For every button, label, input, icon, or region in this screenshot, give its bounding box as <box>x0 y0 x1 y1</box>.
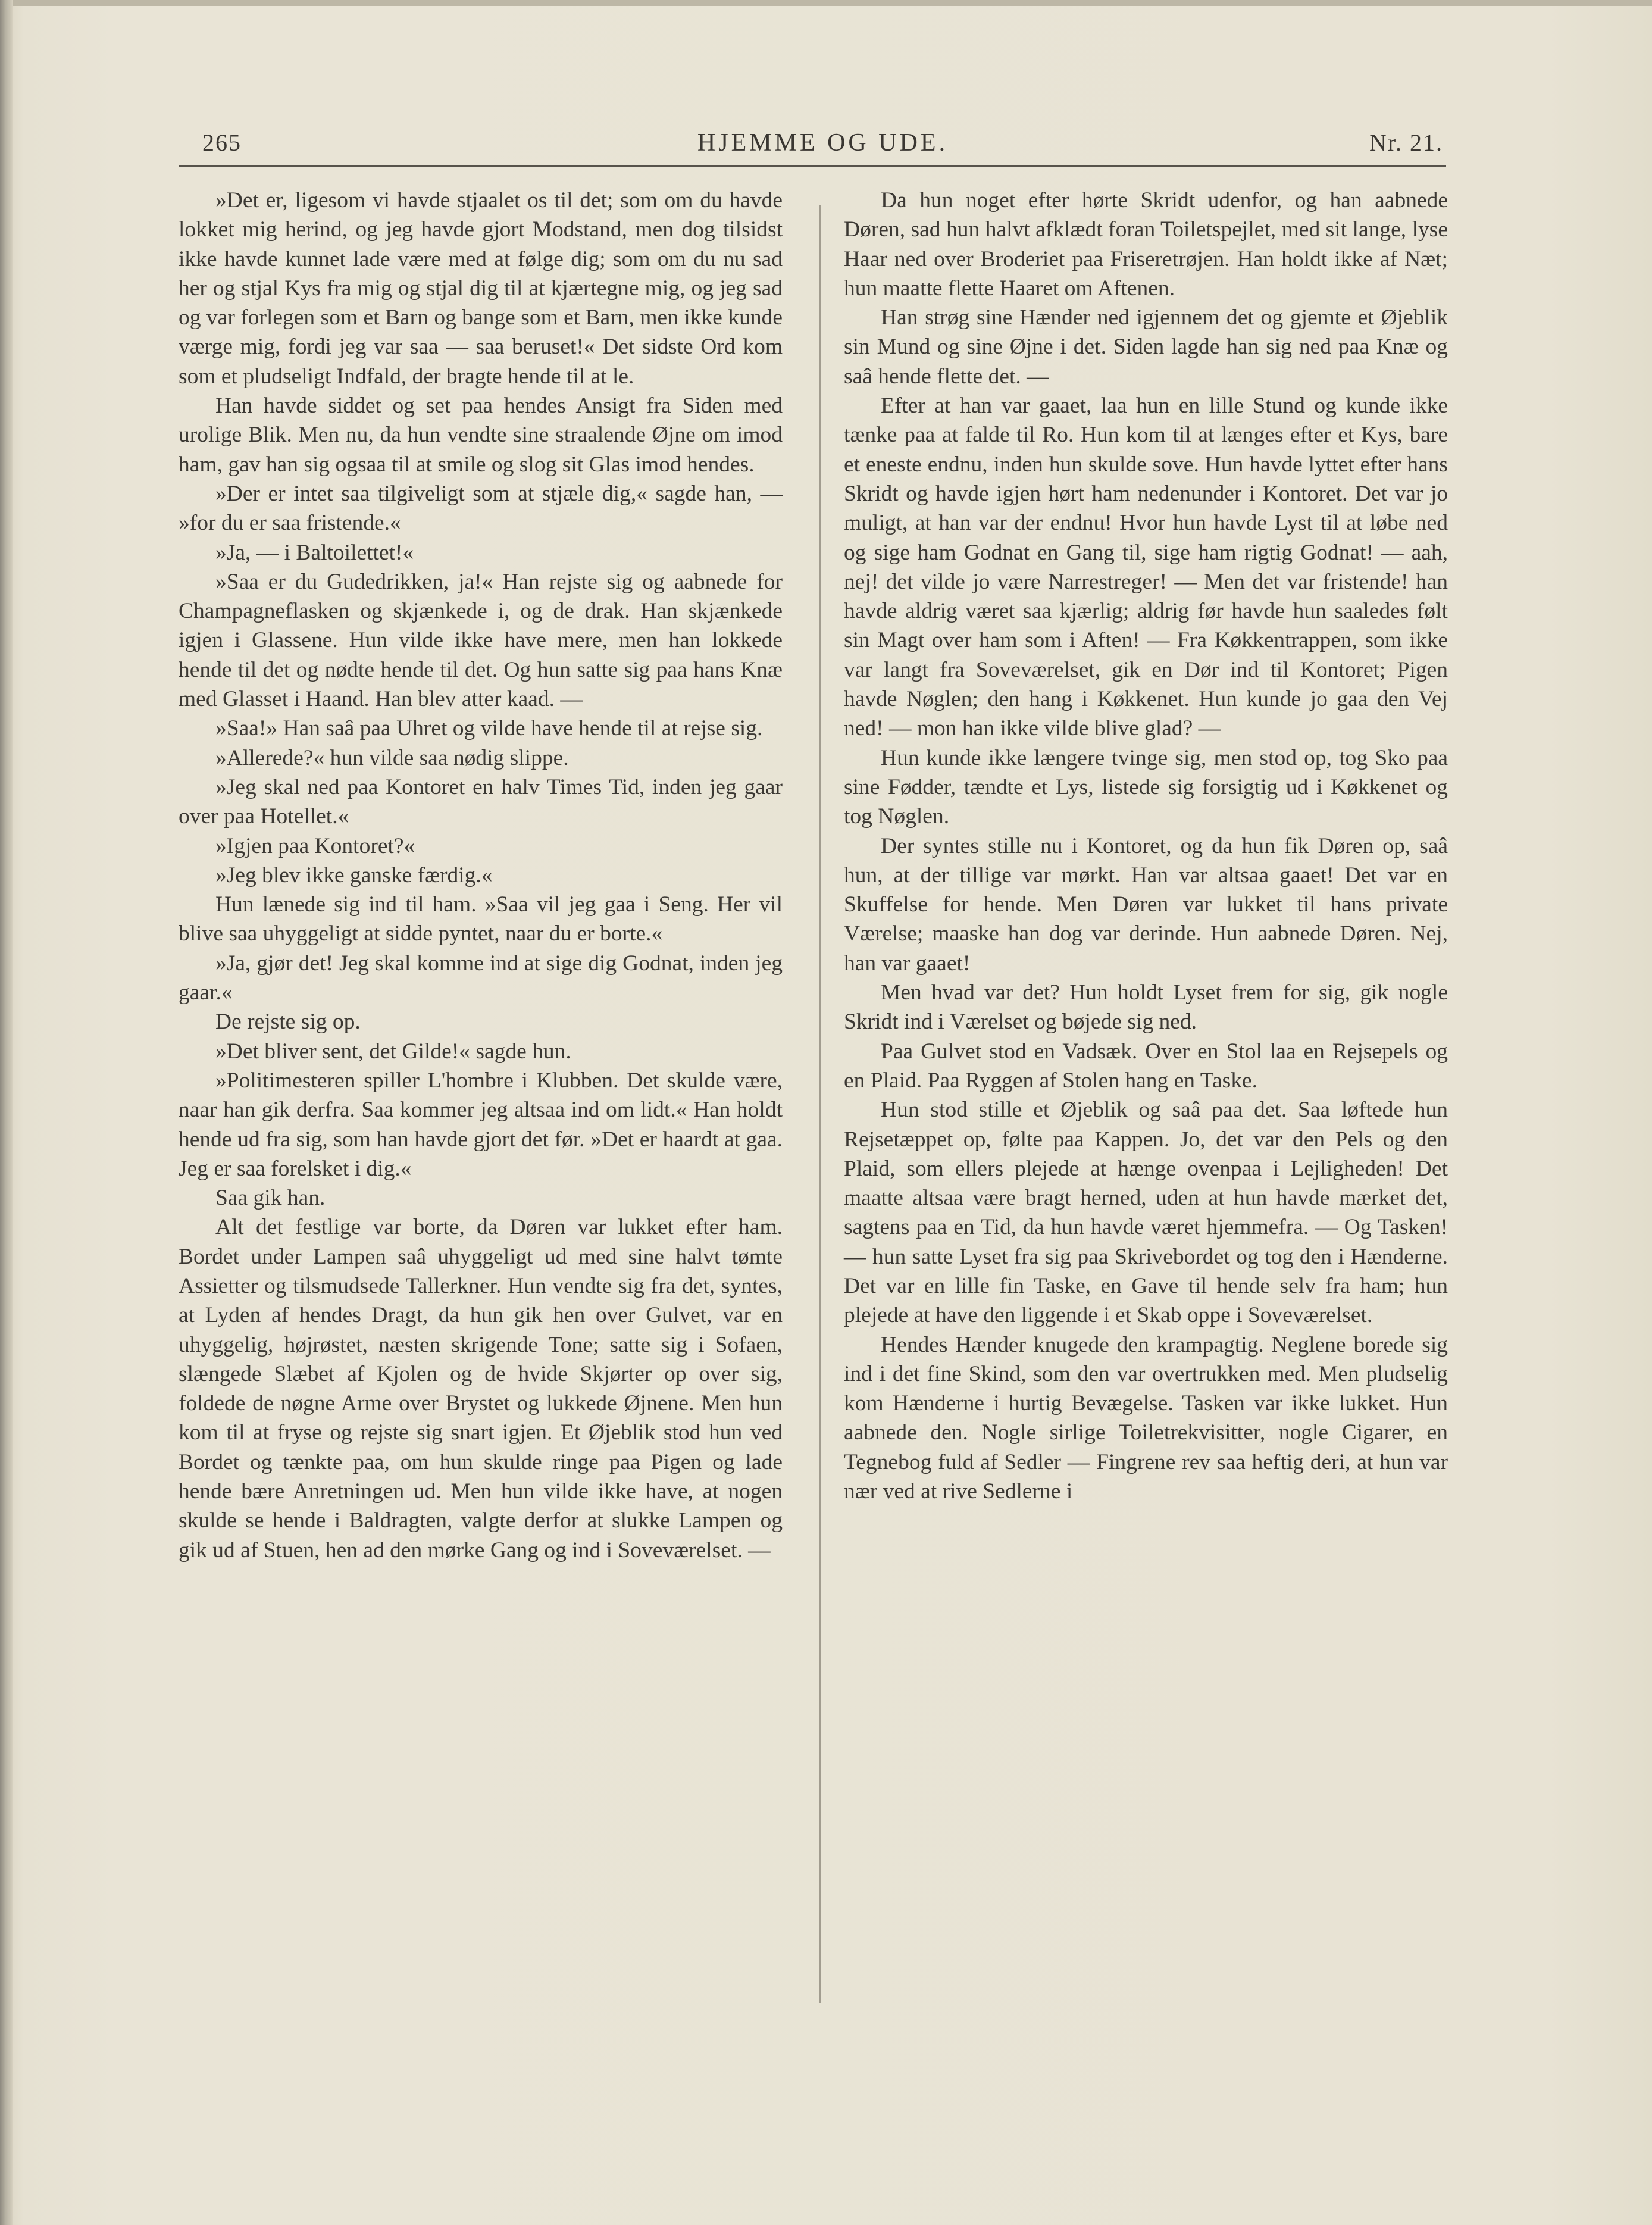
paragraph: Hun lænede sig ind til ham. »Saa vil jeg gaa i Seng. Her vil blive saa uhyggeligt at sidde pyntet, naar du er borte.« <box>179 892 783 946</box>
paragraph: Hendes Hænder knugede den krampagtig. Neglene borede sig ind i det fine Skind, som den var overtrukken med. Men pludselig kom Hænderne i hurtig Bevægelse. Tasken var ikke lukket. Hun aabnede den. Nogle sirlige Toiletrekvisitter, nogle Cigarer, en Tegnebog fuld af Sedler — Fingrene rev saa heftig deri, at hun var nær ved at rive Sedlerne i <box>844 1332 1448 1504</box>
page-number: 265 <box>202 129 242 156</box>
paragraph: »Igjen paa Kontoret?« <box>215 833 415 858</box>
paragraph: »Ja, gjør det! Jeg skal komme ind at sige dig Godnat, inden jeg gaar.« <box>179 951 783 1005</box>
paragraph: Hun kunde ikke længere tvinge sig, men stod op, tog Sko paa sine Fødder, tændte et Lys, listede sig forsigtig ud i Køkkenet og tog Nøglen. <box>844 745 1448 829</box>
paragraph: »Saa er du Gudedrikken, ja!« Han rejste sig og aabnede for Champagneflasken og skjænkede i, og de drak. Han skjænkede igjen i Glassene. Hun vilde ikke have mere, men han lokkede hende til det og nødte hende til det. Og hun satte sig paa hans Knæ med Glasset i Haand. Han blev atter kaad. — <box>179 569 783 712</box>
paragraph: »Det er, ligesom vi havde stjaalet os til det; som om du havde lokket mig herind, og jeg havde gjort Modstand, men dog tilsidst ikke havde kunnet lade være med at følge dig; som om du nu sad her og stjal Kys fra mig og stjal dig til at kjærtegne mig, og jeg sad og var forlegen som et Barn og bange som et Barn, men ikke kunde værge mig, fordi jeg var saa — saa beruset!« Det sidste Ord kom som et pludseligt Indfald, der bragte hende til at le. <box>179 188 783 389</box>
right-column <box>844 186 1448 1506</box>
paragraph: Han strøg sine Hænder ned igjennem det og gjemte et Øjeblik sin Mund og sine Øjne i det. Siden lagde han sig ned paa Knæ og saâ hende flette det. — <box>844 305 1448 389</box>
issue-number: Nr. 21. <box>1369 129 1443 156</box>
page-binding-edge <box>0 0 13 2225</box>
page-top-edge <box>0 0 1652 6</box>
running-header <box>202 122 1443 164</box>
paragraph: Han havde siddet og set paa hendes Ansigt fra Siden med urolige Blik. Men nu, da hun vendte sine straalende Øjne om imod ham, gav han sig ogsaa til at smile og slog sit Glas imod hendes. <box>179 393 783 477</box>
left-column <box>179 186 783 1565</box>
paragraph: »Jeg skal ned paa Kontoret en halv Times Tid, inden jeg gaar over paa Hotellet.« <box>179 774 783 829</box>
paragraph: »Ja, — i Baltoilettet!« <box>215 540 414 565</box>
paragraph: Alt det festlige var borte, da Døren var lukket efter ham. Bordet under Lampen saâ uhyggeligt ud med sine halvt tømte Assietter og tilsmudsede Tallerkner. Hun vendte sig fra det, syntes, at Lyden af hendes Dragt, da hun gik hen over Gulvet, var en uhyggelig, højrøstet, næsten skrigende Tone; satte sig i Sofaen, slængede Slæbet af Kjolen og de hvide Skjørter op over sig, foldede de nøgne Arme over Brystet og lukkede Øjnene. Men hun kom til at fryse og rejste sig snart igjen. Et Øjeblik stod hun ved Bordet og tænkte paa, om hun skulde ringe paa Pigen og lade hende bære Anretningen ud. Men hun vilde ikke have, at nogen skulde se hende i Baldragten, valgte derfor at slukke Lampen og gik ud af Stuen, hen ad den mørke Gang og ind i Soveværelset. — <box>179 1215 783 1562</box>
column-divider <box>819 205 821 2003</box>
paragraph: »Allerede?« hun vilde saa nødig slippe. <box>215 745 569 770</box>
paragraph: Efter at han var gaaet, laa hun en lille Stund og kunde ikke tænke paa at falde til Ro. Hun kom til at længes efter et Kys, bare et eneste endnu, inden hun skulde sove. Hun havde lyttet efter hans Skridt og havde igjen hørt ham nedenunder i Kontoret. Det var jo muligt, at han var der endnu! Hvor hun havde Lyst til at løbe ned og sige ham Godnat en Gang til, sige ham rigtig Godnat! — aah, nej! det vilde jo være Narrestreger! — Men det var fristende! han havde aldrig været saa kjærlig; aldrig før havde hun saaledes følt sin Magt over ham som i Aften! — Fra Køkkentrappen, som ikke var langt fra Soveværelset, gik en Dør ind til Kontoret; Pigen havde Nøglen; den hang i Køkkenet. Hun kunde jo gaa den Vej ned! — mon han ikke vilde blive glad? — <box>844 393 1448 741</box>
magazine-title: HJEMME OG UDE. <box>697 129 949 157</box>
paragraph: »Politimesteren spiller L'hombre i Klubben. Det skulde være, naar han gik derfra. Saa kommer jeg altsaa ind om lidt.« Han holdt hende ud fra sig, som han havde gjort det før. »Det er haardt at gaa. Jeg er saa forelsket i dig.« <box>179 1068 783 1181</box>
paragraph: Men hvad var det? Hun holdt Lyset frem for sig, gik nogle Skridt ind i Værelset og bøjede sig ned. <box>844 980 1448 1035</box>
paragraph: De rejste sig op. <box>215 1010 361 1035</box>
paragraph: »Det bliver sent, det Gilde!« sagde hun. <box>215 1039 571 1064</box>
paragraph: Da hun noget efter hørte Skridt udenfor, og han aabnede Døren, sad hun halvt afklædt foran Toiletspejlet, med sit lange, lyse Haar ned over Broderiet paa Friseretrøjen. Han holdt ikke af Næt; hun maatte flette Haaret om Aftenen. <box>844 188 1448 301</box>
header-rule <box>179 165 1446 167</box>
paragraph: Paa Gulvet stod en Vadsæk. Over en Stol laa en Rejsepels og en Plaid. Paa Ryggen af Stolen hang en Taske. <box>844 1039 1448 1093</box>
paragraph: Der syntes stille nu i Kontoret, og da hun fik Døren op, saâ hun, at der tillige var mørkt. Han var altsaa gaaet! Det var en Skuffelse for hende. Men Døren var lukket til hans private Værelse; maaske han dog var derinde. Hun aabnede Døren. Nej, han var gaaet! <box>844 833 1448 976</box>
paragraph: Saa gik han. <box>215 1186 326 1211</box>
paragraph: »Saa!» Han saâ paa Uhret og vilde have hende til at rejse sig. <box>215 716 763 741</box>
paragraph: »Jeg blev ikke ganske færdig.« <box>215 862 493 888</box>
paragraph: Hun stod stille et Øjeblik og saâ paa det. Saa løftede hun Rejsetæppet op, følte paa Kappen. Jo, det var den Pels og den Plaid, som ellers plejede at hænge ovenpaa i Lejligheden! Det maatte altsaa være bragt herned, uden at hun havde mærket det, sagtens paa en Tid, da hun havde været hjemmefra. — Og Tasken! — hun satte Lyset fra sig paa Skrivebordet og tog den i Hænderne. Det var en lille fin Taske, en Gave til hende selv fra ham; hun plejede at have den liggende i et Skab oppe i Soveværelset. <box>844 1098 1448 1328</box>
paragraph: »Der er intet saa tilgiveligt som at stjæle dig,« sagde han, — »for du er saa fristende.« <box>179 481 783 536</box>
